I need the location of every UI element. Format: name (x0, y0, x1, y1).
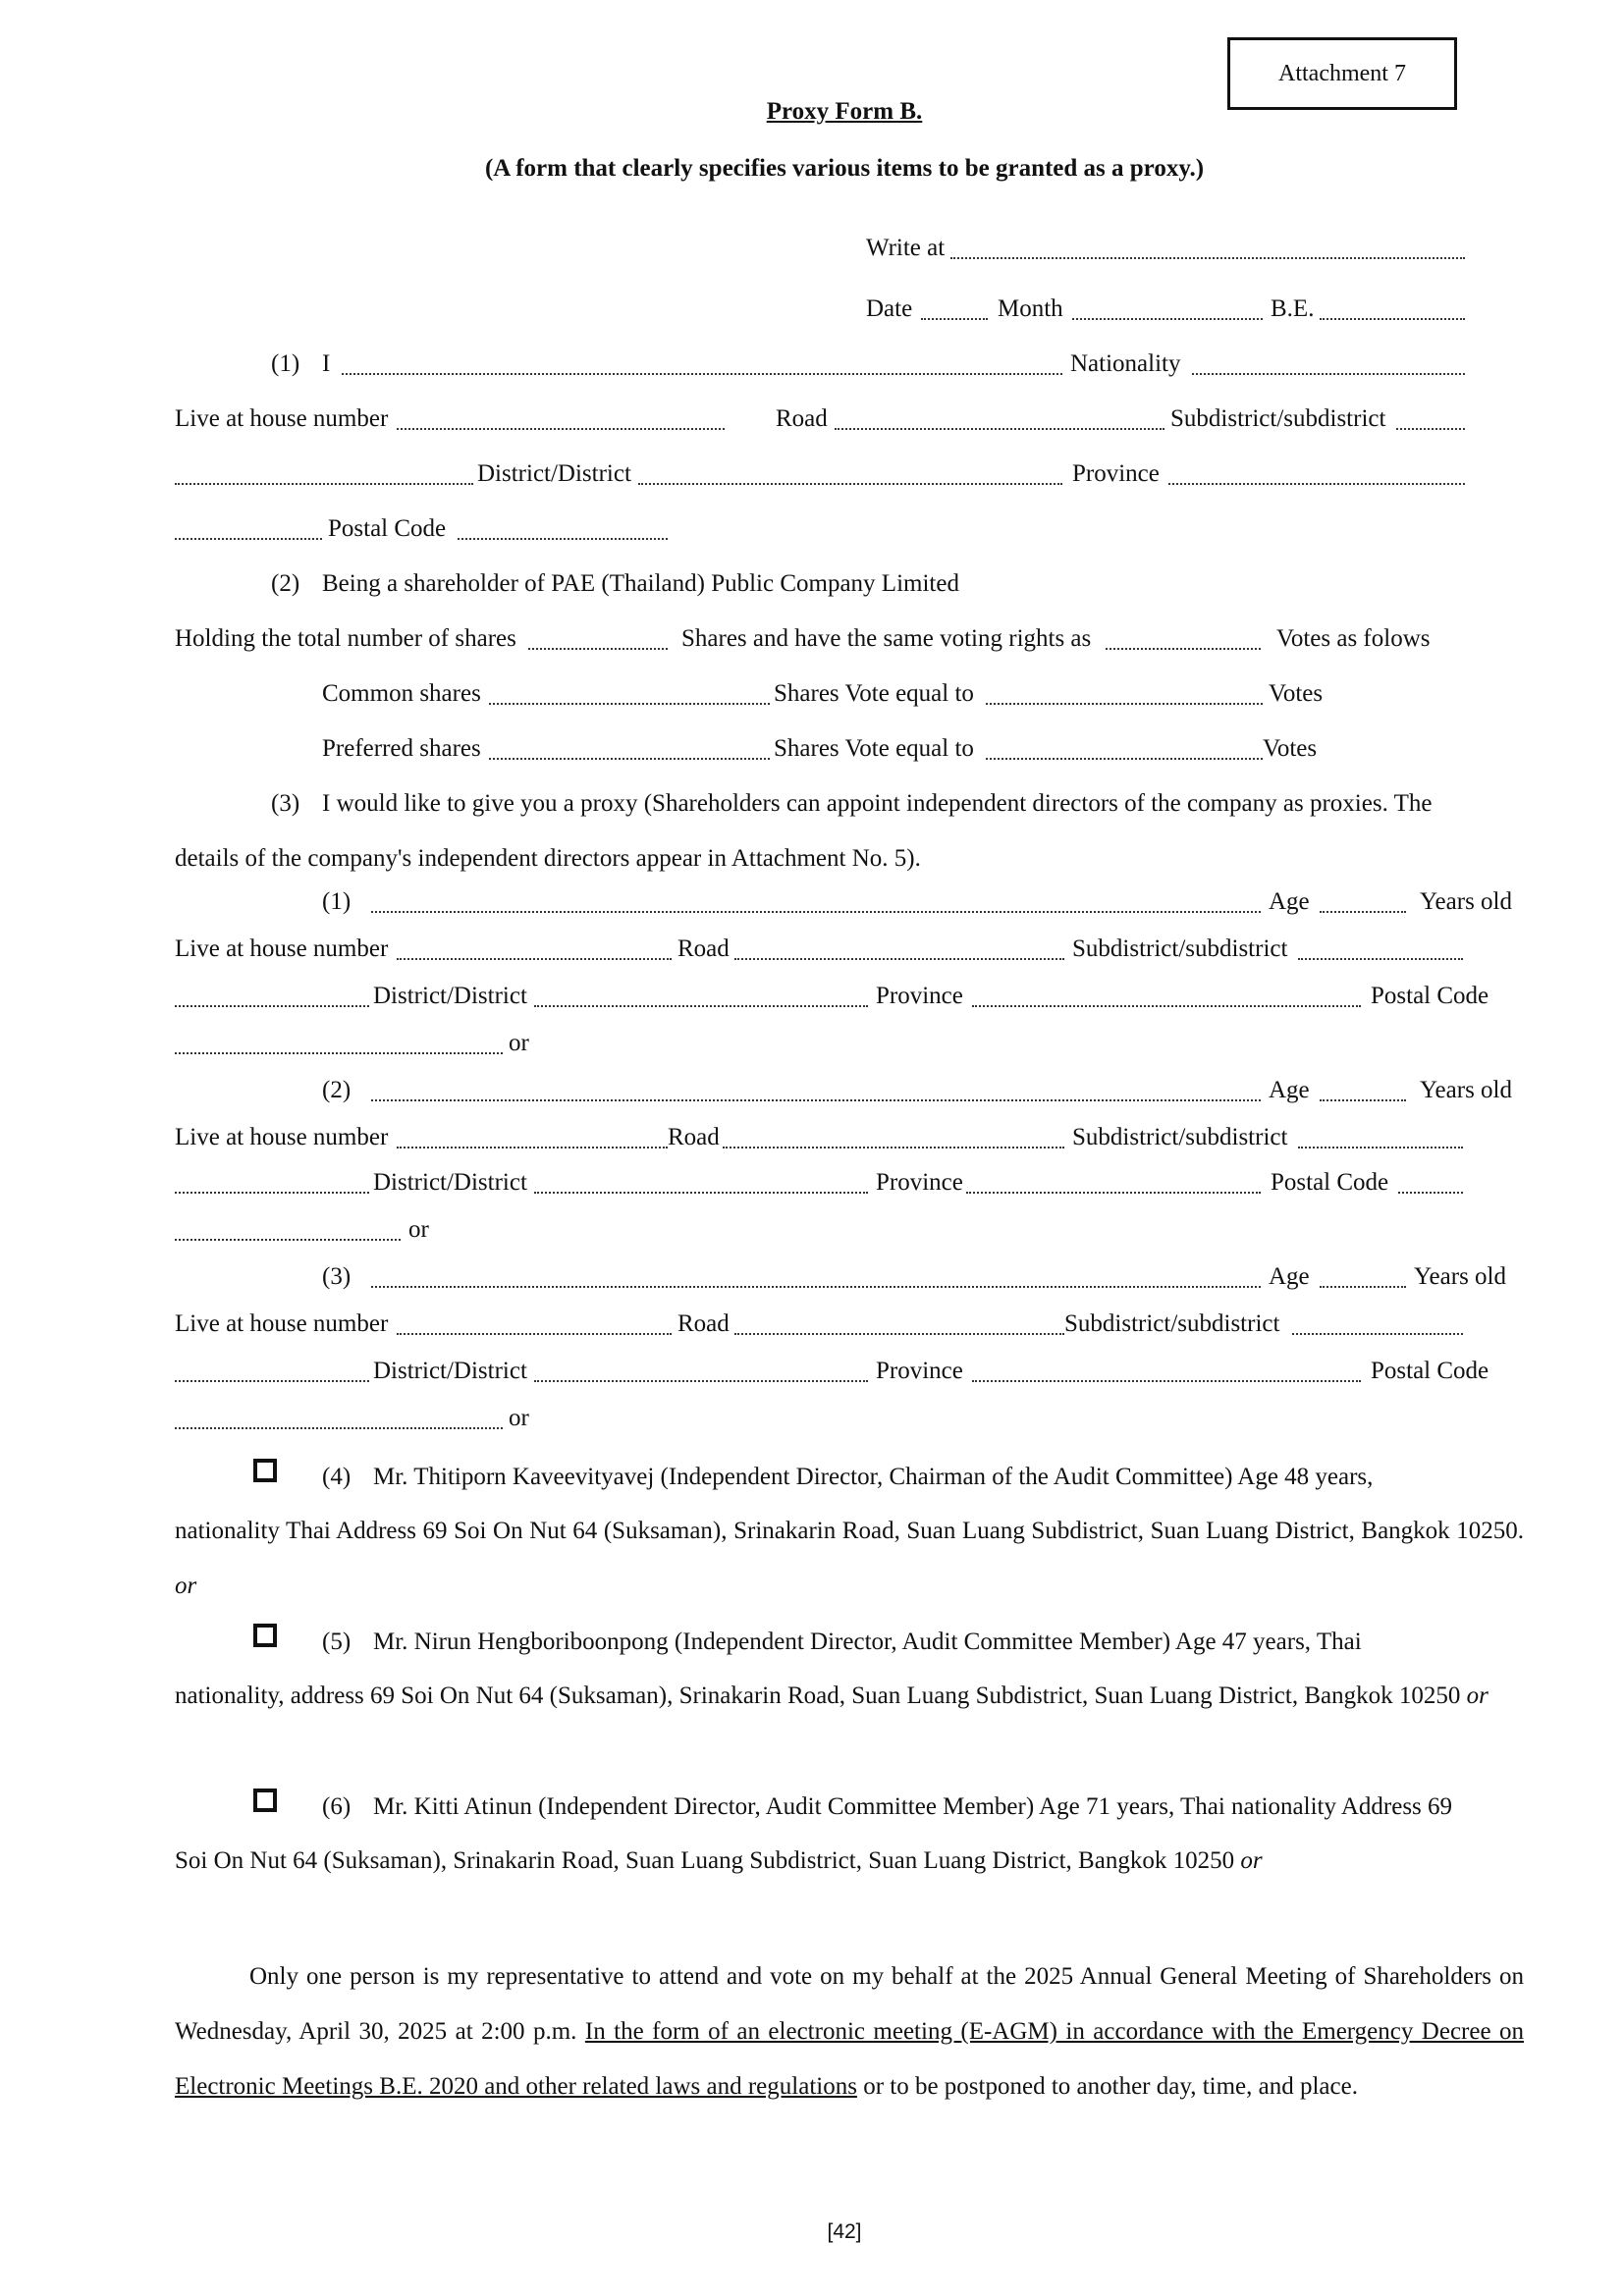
proxy-2-district-field[interactable] (534, 1192, 868, 1194)
sec2-text: Being a shareholder of PAE (Thailand) Public Company Limited (322, 570, 959, 597)
sec1-i-label: I (322, 350, 331, 377)
preferred-vote-field[interactable] (986, 758, 1263, 760)
subdistrict-field-cont[interactable] (175, 483, 473, 485)
proxy-1-postal-label: Postal Code (1371, 983, 1489, 1009)
proxy-2-road-field[interactable] (723, 1147, 1064, 1148)
province-field-cont[interactable] (175, 538, 322, 540)
common-shares-field[interactable] (489, 703, 770, 705)
form-title: Proxy Form B. (766, 98, 923, 125)
road-field[interactable] (835, 428, 1164, 430)
closing-underlined: In the form of an electronic meeting (E-AGM) in accordance with the Emergency Decree on Electronic Meetings B.E. 2020 and other related laws and regulations (175, 2018, 1524, 2100)
total-shares-label: Holding the total number of shares (175, 625, 516, 652)
form-subtitle: (A form that clearly specifies various items to be granted as a proxy.) (484, 155, 1205, 182)
director-5-rest: nationality, address 69 Soi On Nut 64 (Suksaman), Srinakarin Road, Suan Luang Subdistrict, Suan Luang District, Bangkok 10250 (175, 1682, 1461, 1709)
common-vote-field[interactable] (986, 703, 1263, 705)
proxy-3-years-old: Years old (1414, 1263, 1506, 1290)
proxy-2-province-label: Province (876, 1169, 963, 1196)
proxy-1-subdistrict-field[interactable] (1298, 958, 1463, 960)
write-at-field[interactable] (950, 257, 1465, 259)
proxy-2-province-field[interactable] (966, 1192, 1261, 1194)
proxy-1-years-old: Years old (1420, 888, 1512, 915)
proxy-1-road-label: Road (677, 935, 730, 962)
sec2-number: (2) (271, 570, 300, 597)
director-6-or: or (1240, 1847, 1263, 1874)
postal-field[interactable] (458, 538, 668, 540)
closing-tail: or to be postponed to another day, time, and place. (863, 2073, 1358, 2100)
proxy-3-district-field[interactable] (534, 1380, 868, 1382)
proxy-1-age-label: Age (1269, 888, 1310, 915)
proxy-2-house-field[interactable] (397, 1147, 668, 1148)
preferred-votes-unit: Votes (1263, 735, 1318, 762)
proxy-2-name-field[interactable] (371, 1099, 1261, 1101)
director-5-number: (5) (322, 1629, 352, 1655)
road-label: Road (776, 405, 828, 432)
date-label: Date (866, 295, 913, 322)
proxy-3-province-label: Province (876, 1358, 963, 1384)
sec3-text-b: details of the company's independent directors appear in Attachment No. 5). (175, 845, 921, 872)
month-field[interactable] (1072, 318, 1263, 320)
proxy-2-postal-cont[interactable] (175, 1239, 401, 1241)
proxy-1-house-label: Live at house number (175, 935, 389, 962)
proxy-2-postal-label: Postal Code (1271, 1169, 1389, 1196)
director-4-checkbox[interactable] (253, 1459, 277, 1482)
proxy-1-district-field[interactable] (534, 1005, 868, 1007)
proxy-2-years-old: Years old (1420, 1077, 1512, 1103)
sec3-text-a: I would like to give you a proxy (Shareholders can appoint independent directors of the company as proxies. The (322, 790, 1433, 817)
director-4-or: or (175, 1573, 197, 1599)
director-6-checkbox[interactable] (253, 1789, 277, 1812)
proxy-3-subdistrict-cont[interactable] (175, 1380, 369, 1382)
proxy-1-postal-field[interactable] (175, 1052, 503, 1054)
total-shares-field[interactable] (528, 648, 668, 650)
director-4-lead: Mr. Thitiporn Kaveevityavej (Independent Director, Chairman of the Audit Committee) Age 48 years, (373, 1464, 1374, 1490)
proxy-3-road-label: Road (677, 1310, 730, 1337)
director-4-number: (4) (322, 1464, 352, 1490)
proxy-1-subdistrict-label: Subdistrict/subdistrict (1072, 935, 1288, 962)
director-4-rest: nationality Thai Address 69 Soi On Nut 64 (Suksaman), Srinakarin Road, Suan Luang Subdistrict, Suan Luang District, Bangkok 10250. (175, 1518, 1524, 1544)
director-5-or: or (1466, 1682, 1489, 1709)
director-5-lead: Mr. Nirun Hengboriboonpong (Independent Director, Audit Committee Member) Age 47 years, Thai (373, 1629, 1362, 1655)
name-field[interactable] (342, 373, 1062, 375)
proxy-2-subdistrict-label: Subdistrict/subdistrict (1072, 1124, 1288, 1150)
proxy-2-number: (2) (322, 1077, 352, 1103)
proxy-1-age-field[interactable] (1320, 911, 1406, 913)
province-label: Province (1072, 460, 1160, 487)
voting-rights-field[interactable] (1106, 648, 1261, 650)
proxy-2-or: or (408, 1216, 429, 1243)
proxy-3-road-field[interactable] (734, 1333, 1064, 1335)
proxy-1-province-label: Province (876, 983, 963, 1009)
common-vote-label: Shares Vote equal to (774, 680, 974, 707)
proxy-3-subdistrict-label: Subdistrict/subdistrict (1064, 1310, 1280, 1337)
nationality-label: Nationality (1070, 350, 1181, 377)
proxy-3-province-field[interactable] (972, 1380, 1361, 1382)
proxy-3-postal-label: Postal Code (1371, 1358, 1489, 1384)
common-votes-unit: Votes (1269, 680, 1324, 707)
proxy-3-subdistrict-field[interactable] (1292, 1333, 1463, 1335)
proxy-3-or: or (509, 1405, 529, 1431)
voting-rights-label: Shares and have the same voting rights as (681, 625, 1092, 652)
proxy-1-road-field[interactable] (734, 958, 1064, 960)
closing-paragraph (175, 1949, 1524, 2114)
proxy-1-subdistrict-cont[interactable] (175, 1005, 369, 1007)
proxy-1-province-field[interactable] (972, 1005, 1361, 1007)
subdistrict-label: Subdistrict/subdistrict (1170, 405, 1386, 432)
votes-as-label: Votes as folows (1276, 625, 1431, 652)
proxy-1-or: or (509, 1030, 529, 1056)
district-label: District/District (477, 460, 631, 487)
director-4-details (175, 1504, 1524, 1614)
proxy-3-age-label: Age (1269, 1263, 1310, 1290)
sec1-number: (1) (271, 350, 300, 377)
common-shares-label: Common shares (322, 680, 481, 707)
be-label: B.E. (1271, 295, 1315, 322)
proxy-3-district-label: District/District (373, 1358, 527, 1384)
house-label: Live at house number (175, 405, 389, 432)
preferred-shares-field[interactable] (489, 758, 770, 760)
proxy-3-house-label: Live at house number (175, 1310, 389, 1337)
postal-label: Postal Code (328, 515, 447, 542)
proxy-3-number: (3) (322, 1263, 352, 1290)
proxy-2-age-field[interactable] (1320, 1099, 1406, 1101)
director-6-lead: Mr. Kitti Atinun (Independent Director, Audit Committee Member) Age 71 years, Thai nationality Address 69 (373, 1793, 1453, 1820)
director-5-checkbox[interactable] (253, 1624, 277, 1647)
proxy-2-district-label: District/District (373, 1169, 527, 1196)
proxy-3-age-field[interactable] (1320, 1286, 1406, 1288)
proxy-1-number: (1) (322, 888, 352, 915)
proxy-1-name-field[interactable] (371, 911, 1261, 913)
proxy-2-postal-field[interactable] (1398, 1192, 1463, 1194)
director-6-rest: Soi On Nut 64 (Suksaman), Srinakarin Road, Suan Luang Subdistrict, Suan Luang District, Bangkok 10250 (175, 1847, 1235, 1874)
proxy-3-house-field[interactable] (397, 1333, 672, 1335)
preferred-shares-label: Preferred shares (322, 735, 481, 762)
attachment-label: Attachment 7 (1227, 37, 1457, 110)
director-6-details (175, 1834, 1524, 1889)
proxy-1-house-field[interactable] (397, 958, 672, 960)
nationality-field[interactable] (1192, 373, 1465, 375)
director-6-number: (6) (322, 1793, 352, 1820)
date-field[interactable] (921, 318, 988, 320)
closing-plain: Only one person is my representative to attend and vote on my behalf at the 2025 Annual General Meeting of Shareholders on Wednesday, April 30, 2025 at 2:00 p.m. (175, 1963, 1524, 2045)
page-number: [42] (827, 2220, 862, 2243)
proxy-2-age-label: Age (1269, 1077, 1310, 1103)
preferred-vote-label: Shares Vote equal to (774, 735, 974, 762)
proxy-2-house-label: Live at house number (175, 1124, 389, 1150)
province-field[interactable] (1168, 483, 1465, 485)
director-5-details (175, 1669, 1524, 1724)
be-field[interactable] (1320, 318, 1465, 320)
month-label: Month (998, 295, 1063, 322)
sec3-number: (3) (271, 790, 300, 817)
proxy-3-name-field[interactable] (371, 1286, 1261, 1288)
proxy-2-subdistrict-field[interactable] (1298, 1147, 1463, 1148)
district-field[interactable] (638, 483, 1062, 485)
proxy-3-postal-field[interactable] (175, 1427, 503, 1429)
house-field[interactable] (397, 428, 725, 430)
proxy-2-road-label: Road (668, 1124, 720, 1150)
write-at-label: Write at (866, 235, 946, 261)
proxy-1-district-label: District/District (373, 983, 527, 1009)
proxy-2-subdistrict-cont[interactable] (175, 1192, 369, 1194)
subdistrict-field[interactable] (1396, 428, 1465, 430)
